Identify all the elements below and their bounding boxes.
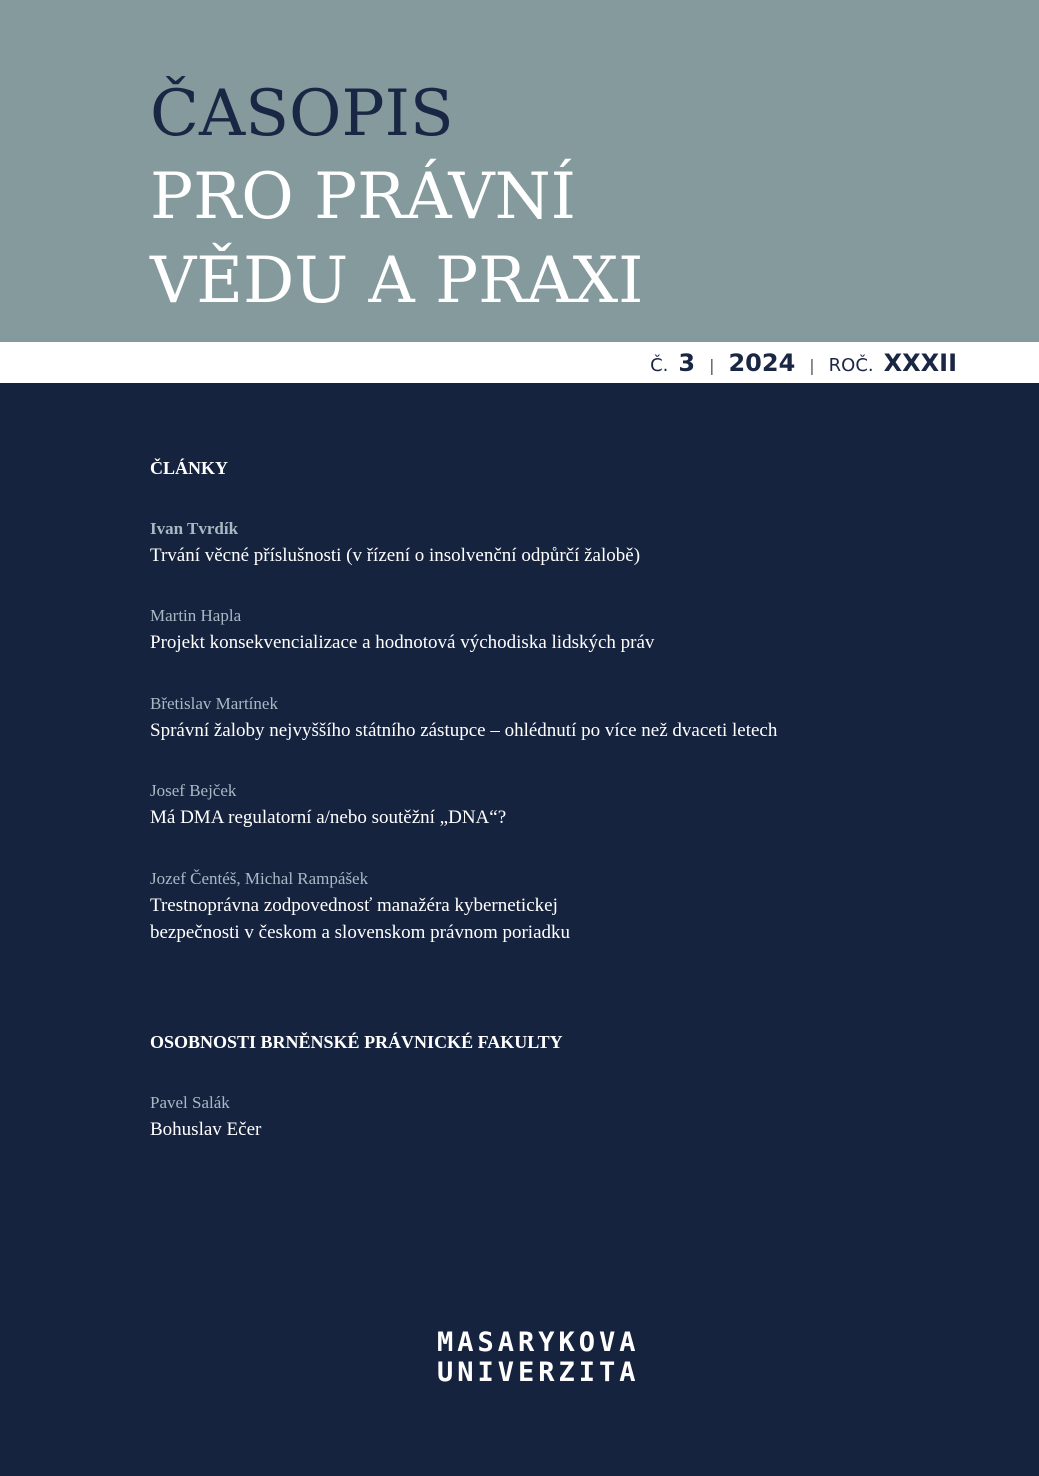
article-author: Břetislav Martínek <box>150 694 278 713</box>
section-heading-personalities: OSOBNOSTI BRNĚNSKÉ PRÁVNICKÉ FAKULTY <box>150 1032 563 1052</box>
article-author: Ivan Tvrdík <box>150 519 239 538</box>
journal-title-line-3: VĚDU A PRAXI <box>150 244 644 318</box>
publisher-line-2: UNIVERZITA <box>437 1357 640 1388</box>
issue-year: 2024 <box>728 349 796 377</box>
article-title: Má DMA regulatorní a/nebo soutěžní „DNA“? <box>150 807 507 828</box>
article-title: Trestnoprávna zodpovednosť manažéra kybernetickej <box>150 895 558 916</box>
issue-separator: | <box>809 356 815 375</box>
journal-title-line-1: ČASOPIS <box>150 77 454 151</box>
volume-label: ROČ. <box>828 355 874 376</box>
publisher-line-1: MASARYKOVA <box>437 1327 640 1358</box>
publisher-logo <box>437 1328 640 1388</box>
section-heading-articles: ČLÁNKY <box>150 458 229 478</box>
issue-number: 3 <box>678 349 696 377</box>
article-title: Správní žaloby nejvyššího státního zástupce – ohlédnutí po více než dvaceti letech <box>150 720 778 741</box>
issue-info <box>650 349 957 377</box>
article-author: Josef Bejček <box>150 781 237 800</box>
article-title: Projekt konsekvencializace a hodnotová východiska lidských práv <box>150 632 655 653</box>
article-title: Trvání věcné příslušnosti (v řízení o insolvenční odpůrčí žalobě) <box>150 545 641 566</box>
article-title-continued: bezpečnosti v českom a slovenskom právnom poriadku <box>150 922 571 943</box>
article-author: Jozef Čentéš, Michal Rampášek <box>150 869 369 888</box>
article-title: Bohuslav Ečer <box>150 1119 262 1140</box>
issue-separator: | <box>709 356 715 375</box>
article-author: Martin Hapla <box>150 606 242 625</box>
article-author: Pavel Salák <box>150 1093 230 1112</box>
issue-number-label: Č. <box>650 355 669 376</box>
journal-title-line-2: PRO PRÁVNÍ <box>150 160 576 234</box>
volume-number: XXXII <box>883 349 957 377</box>
